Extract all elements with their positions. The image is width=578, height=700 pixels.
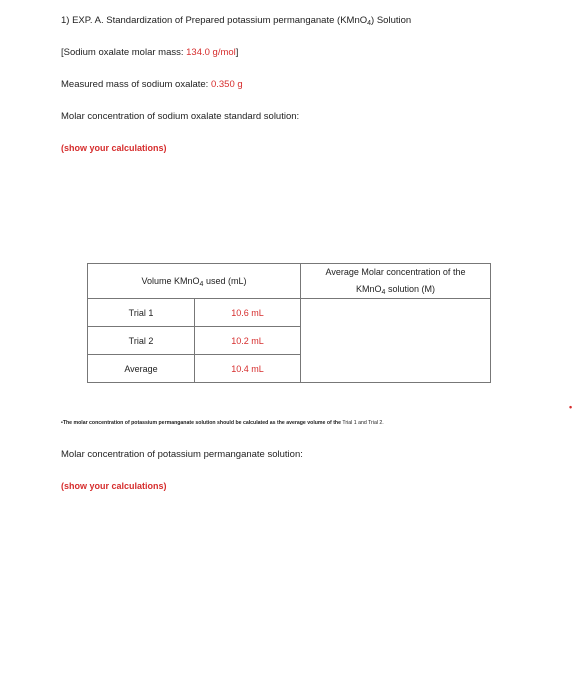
table-row	[88, 299, 491, 327]
measured-mass-label: Measured mass of sodium oxalate:	[61, 79, 211, 90]
section-title	[61, 15, 411, 26]
title-prefix: 1) EXP. A. Standardization of Prepared potassium permanganate (KMnO	[61, 15, 368, 26]
average-header-prefix: KMnO	[356, 284, 382, 294]
footnote-bold-text: •The molar concentration of potassium permanganate solution should be calculated as the average volume of the	[61, 420, 343, 426]
measured-mass-value: 0.350 g	[210, 79, 243, 90]
average-header-subscript: 4	[381, 289, 386, 296]
average-header-line1: Average Molar concentration of the	[325, 267, 466, 277]
volume-header	[88, 264, 301, 299]
footnote-light-text: Trial 1 and Trial 2.	[342, 420, 384, 426]
oxalate-concentration-label: Molar concentration of sodium oxalate standard solution:	[61, 111, 300, 122]
oxalate-calculation-instruction: (show your calculations)	[61, 143, 167, 153]
volume-header-subscript: 4	[199, 281, 204, 288]
table-header-row	[88, 264, 491, 299]
volume-header-suffix: used (mL)	[203, 276, 247, 286]
molar-mass-label: [Sodium oxalate molar mass:	[61, 47, 187, 58]
average-volume: 10.4 mL	[195, 355, 301, 383]
trial-2-label: Trial 2	[88, 327, 195, 355]
margin-mark: •	[569, 402, 573, 412]
title-suffix: ) Solution	[371, 15, 412, 26]
trial-1-label: Trial 1	[88, 299, 195, 327]
molar-mass-close: ]	[235, 47, 239, 58]
molar-mass-value: 134.0 g/mol	[186, 47, 236, 58]
average-concentration-header	[301, 264, 491, 299]
titration-table	[87, 263, 491, 383]
trial-2-volume: 10.2 mL	[195, 327, 301, 355]
average-header-line2	[301, 281, 490, 298]
molar-mass-line	[61, 47, 238, 58]
permanganate-concentration-label: Molar concentration of potassium permanganate solution:	[61, 449, 303, 460]
average-header-suffix: solution (M)	[385, 284, 435, 294]
measured-mass-line	[61, 79, 243, 90]
average-label: Average	[88, 355, 195, 383]
average-concentration-answer-cell	[301, 299, 491, 383]
permanganate-calculation-instruction: (show your calculations)	[61, 481, 167, 491]
title-subscript: 4	[367, 20, 372, 27]
volume-header-prefix: Volume KMnO	[141, 276, 200, 286]
footnote	[61, 420, 384, 426]
trial-1-volume: 10.6 mL	[195, 299, 301, 327]
